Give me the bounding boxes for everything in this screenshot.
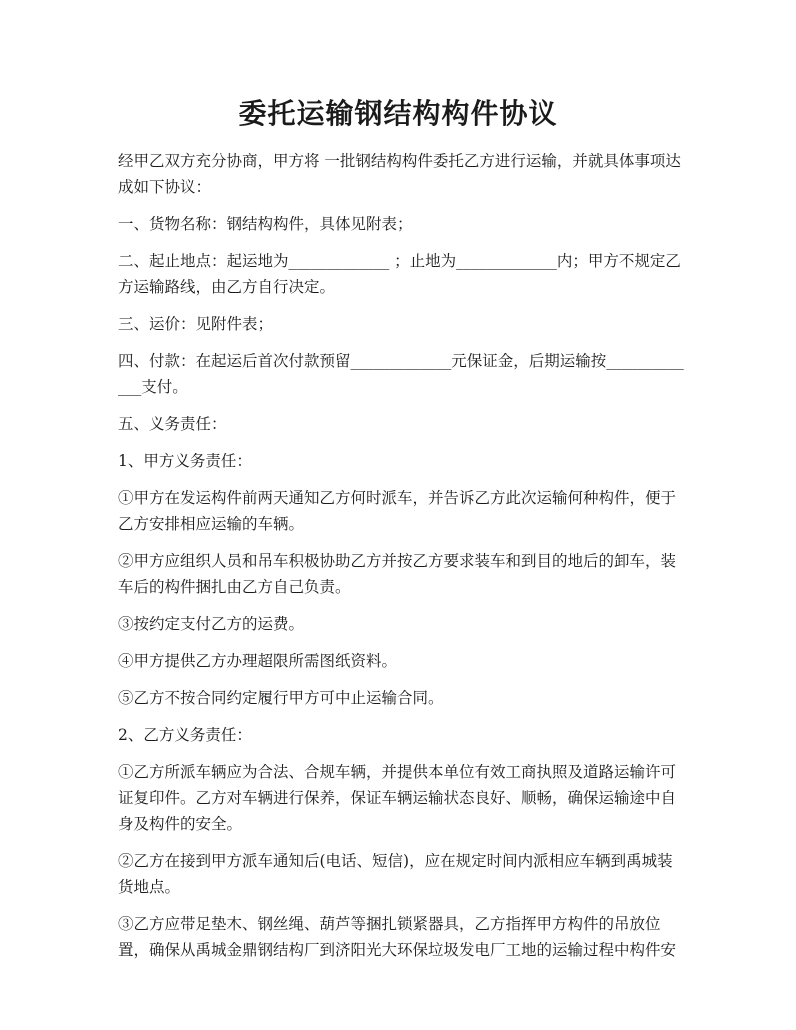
paragraph-payment: 四、付款：在起运后首次付款预留_____________元保证金，后期运输按_____________支付。 xyxy=(118,352,684,396)
document-title: 委托运输钢结构构件协议 xyxy=(238,97,558,130)
paragraph-party-b-heading: 2、乙方义务责任： xyxy=(118,726,252,744)
paragraph-locations: 二、起止地点：起运地为_____________ ；止地为_____________内；甲方不规定乙方运输路线，由乙方自行决定。 xyxy=(118,252,681,296)
document-body xyxy=(118,148,684,974)
paragraph-goods-name: 一、货物名称：钢结构构件，具体见附表； xyxy=(118,215,413,233)
paragraph-intro: 经甲乙双方充分协商，甲方将 一批钢结构构件委托乙方进行运输，并就具体事项达成如下协议： xyxy=(118,152,681,196)
paragraph-party-a-item-3: ③按约定支付乙方的运费。 xyxy=(118,615,305,633)
paragraph-party-b-item-1: ①乙方所派车辆应为合法、合规车辆，并提供本单位有效工商执照及道路运输许可证复印件。乙方对车辆进行保养，保证车辆运输状态良好、顺畅，确保运输途中自身及构件的安全。 xyxy=(118,763,677,833)
paragraph-party-a-item-1: ①甲方在发运构件前两天通知乙方何时派车，并告诉乙方此次运输何种构件，便于乙方安排相应运输的车辆。 xyxy=(118,489,677,533)
paragraph-party-a-item-5: ⑤乙方不按合同约定履行甲方可中止运输合同。 xyxy=(118,689,444,707)
paragraph-obligations-heading: 五、义务责任： xyxy=(118,415,227,433)
paragraph-party-a-heading: 1、甲方义务责任： xyxy=(118,452,252,470)
paragraph-price: 三、运价：见附件表； xyxy=(118,315,274,333)
paragraph-party-b-item-2: ②乙方在接到甲方派车通知后(电话、短信)，应在规定时间内派相应车辆到禹城装货地点。 xyxy=(118,852,673,896)
paragraph-party-b-item-3: ③乙方应带足垫木、钢丝绳、葫芦等捆扎锁紧器具，乙方指挥甲方构件的吊放位置，确保从禹城金鼎钢结构厂到济阳光大环保垃圾发电厂工地的运输过程中构件安 xyxy=(118,915,677,959)
paragraph-party-a-item-4: ④甲方提供乙方办理超限所需图纸资料。 xyxy=(118,652,398,670)
paragraph-party-a-item-2: ②甲方应组织人员和吊车积极协助乙方并按乙方要求装车和到目的地后的卸车，装车后的构件捆扎由乙方自己负责。 xyxy=(118,552,677,596)
